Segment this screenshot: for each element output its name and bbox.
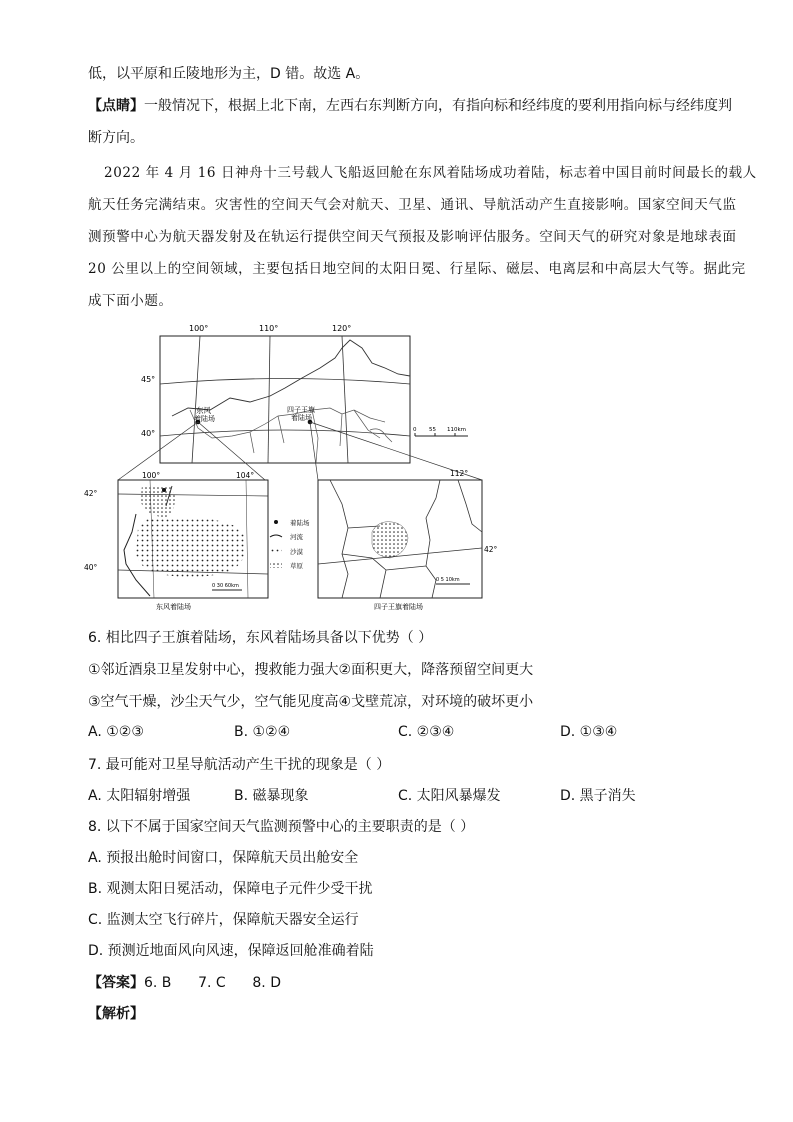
inset-left-lat-42: 42° — [84, 489, 98, 498]
inset-right-lat-42: 42° — [484, 545, 498, 554]
q8-option-c[interactable]: C. 监测太空飞行碎片，保障航天器安全运行 — [88, 912, 359, 928]
main-map-frame — [160, 336, 410, 463]
svg-text:沙漠: 沙漠 — [290, 548, 303, 556]
tip-line-2: 断方向。 — [88, 130, 144, 146]
passage-line-5: 成下面小题。 — [88, 293, 173, 309]
inset-left-lon-104: 104° — [236, 471, 255, 480]
lat-label-40: 40° — [141, 429, 156, 438]
svg-text:河流: 河流 — [290, 533, 303, 541]
lon-label-120: 120° — [332, 324, 352, 333]
inset-left-caption: 东风着陆场 — [156, 603, 191, 611]
svg-text:草原: 草原 — [290, 562, 303, 570]
analysis-label: 【解析】 — [88, 1006, 144, 1022]
landing-site-map — [80, 318, 500, 613]
q8-option-d[interactable]: D. 预测近地面风向风速，保障返回舱准确着陆 — [88, 943, 374, 959]
q8-stem: 8. 以下不属于国家空间天气监测预警中心的主要职责的是（ ） — [88, 819, 475, 835]
svg-text:0: 0 — [413, 427, 417, 433]
dongfeng-desert — [136, 517, 246, 577]
passage-line-1: 2022 年 4 月 16 日神舟十三号载人飞船返回舱在东风着陆场成功着陆，标志着中国目前时间最长的载人 — [104, 165, 757, 181]
q7-option-b[interactable]: B. 磁暴现象 — [234, 788, 309, 804]
svg-text:0 30 60km: 0 30 60km — [212, 583, 239, 589]
legend-site-icon — [274, 520, 278, 524]
q6-option-c[interactable]: C. ②③④ — [398, 724, 455, 740]
inset-left-lat-40: 40° — [84, 563, 98, 572]
q6-option-d[interactable]: D. ①③④ — [560, 724, 618, 740]
q7-option-a[interactable]: A. 太阳辐射增强 — [88, 788, 191, 804]
tip-label: 【点睛】 — [88, 98, 144, 114]
dongfeng-label-1: 东风 — [196, 406, 211, 415]
map-legend — [270, 518, 310, 570]
svg-text:着陆场: 着陆场 — [290, 519, 310, 527]
siziwang-label-2: 着陆场 — [291, 414, 312, 422]
dongfeng-inset-marker — [162, 488, 166, 492]
inset-left-scale-bar — [212, 583, 242, 590]
dongfeng-label-2: 着陆场 — [194, 415, 215, 423]
q8-option-a[interactable]: A. 预报出舱时间窗口，保障航天员出舱安全 — [88, 850, 359, 866]
legend-desert-icon — [270, 548, 282, 554]
lon-label-110: 110° — [259, 324, 279, 333]
q7-stem: 7. 最可能对卫星导航活动产生干扰的现象是（ ） — [88, 757, 391, 773]
q6-stem: 6. 相比四子王旗着陆场，东风着陆场具备以下优势（ ） — [88, 630, 433, 646]
tip-text-1: 一般情况下，根据上北下南，左西右东判断方向，有指向标和经纬度的要利用指向标与经纬度判 — [144, 98, 732, 114]
inset-left-lon-100: 100° — [142, 471, 161, 480]
legend-river-icon — [270, 535, 282, 537]
svg-text:110km: 110km — [447, 427, 467, 433]
main-scale-bar — [413, 427, 468, 436]
q6-option-a[interactable]: A. ①②③ — [88, 724, 144, 740]
legend-grassland-icon — [270, 562, 282, 568]
inset-right-caption: 四子王旗着陆场 — [374, 603, 423, 611]
siziwang-label-1: 四子王旗 — [287, 406, 315, 414]
svg-text:55: 55 — [429, 427, 436, 433]
tip-line-1 — [88, 96, 732, 116]
q6-option-b[interactable]: B. ①②④ — [234, 724, 291, 740]
lat-label-45: 45° — [141, 375, 156, 384]
answer-line — [88, 973, 281, 993]
passage-line-2: 航天任务完满结束。灾害性的空间天气会对航天、卫星、通讯、导航活动产生直接影响。国家空间天气监 — [88, 197, 737, 213]
q6-statement-2: ③空气干燥，沙尘天气少，空气能见度高④戈壁荒凉，对环境的破坏更小 — [88, 694, 534, 710]
q7-option-c[interactable]: C. 太阳风暴爆发 — [398, 788, 501, 804]
q7-option-d[interactable]: D. 黑子消失 — [560, 788, 636, 804]
passage-line-4: 20 公里以上的空间领域，主要包括日地空间的太阳日冕、行星际、磁层、电离层和中高层大气等。据此完 — [88, 261, 746, 277]
intro-line: 低，以平原和丘陵地形为主，D 错。故选 A。 — [88, 66, 370, 82]
answer-label: 【答案】 — [88, 975, 144, 991]
lon-label-100: 100° — [189, 324, 209, 333]
svg-text:0 5 10km: 0 5 10km — [436, 577, 460, 583]
answer-text: 6. B 7. C 8. D — [144, 975, 281, 991]
q6-statement-1: ①邻近酒泉卫星发射中心，搜救能力强大②面积更大，降落预留空间更大 — [88, 662, 534, 678]
inset-right-lon-112: 112° — [450, 469, 469, 478]
passage-line-3: 测预警中心为航天器发射及在轨运行提供空间天气预报及影响评估服务。空间天气的研究对象是地球表面 — [88, 229, 737, 245]
q8-option-b[interactable]: B. 观测太阳日冕活动，保障电子元件少受干扰 — [88, 881, 373, 897]
